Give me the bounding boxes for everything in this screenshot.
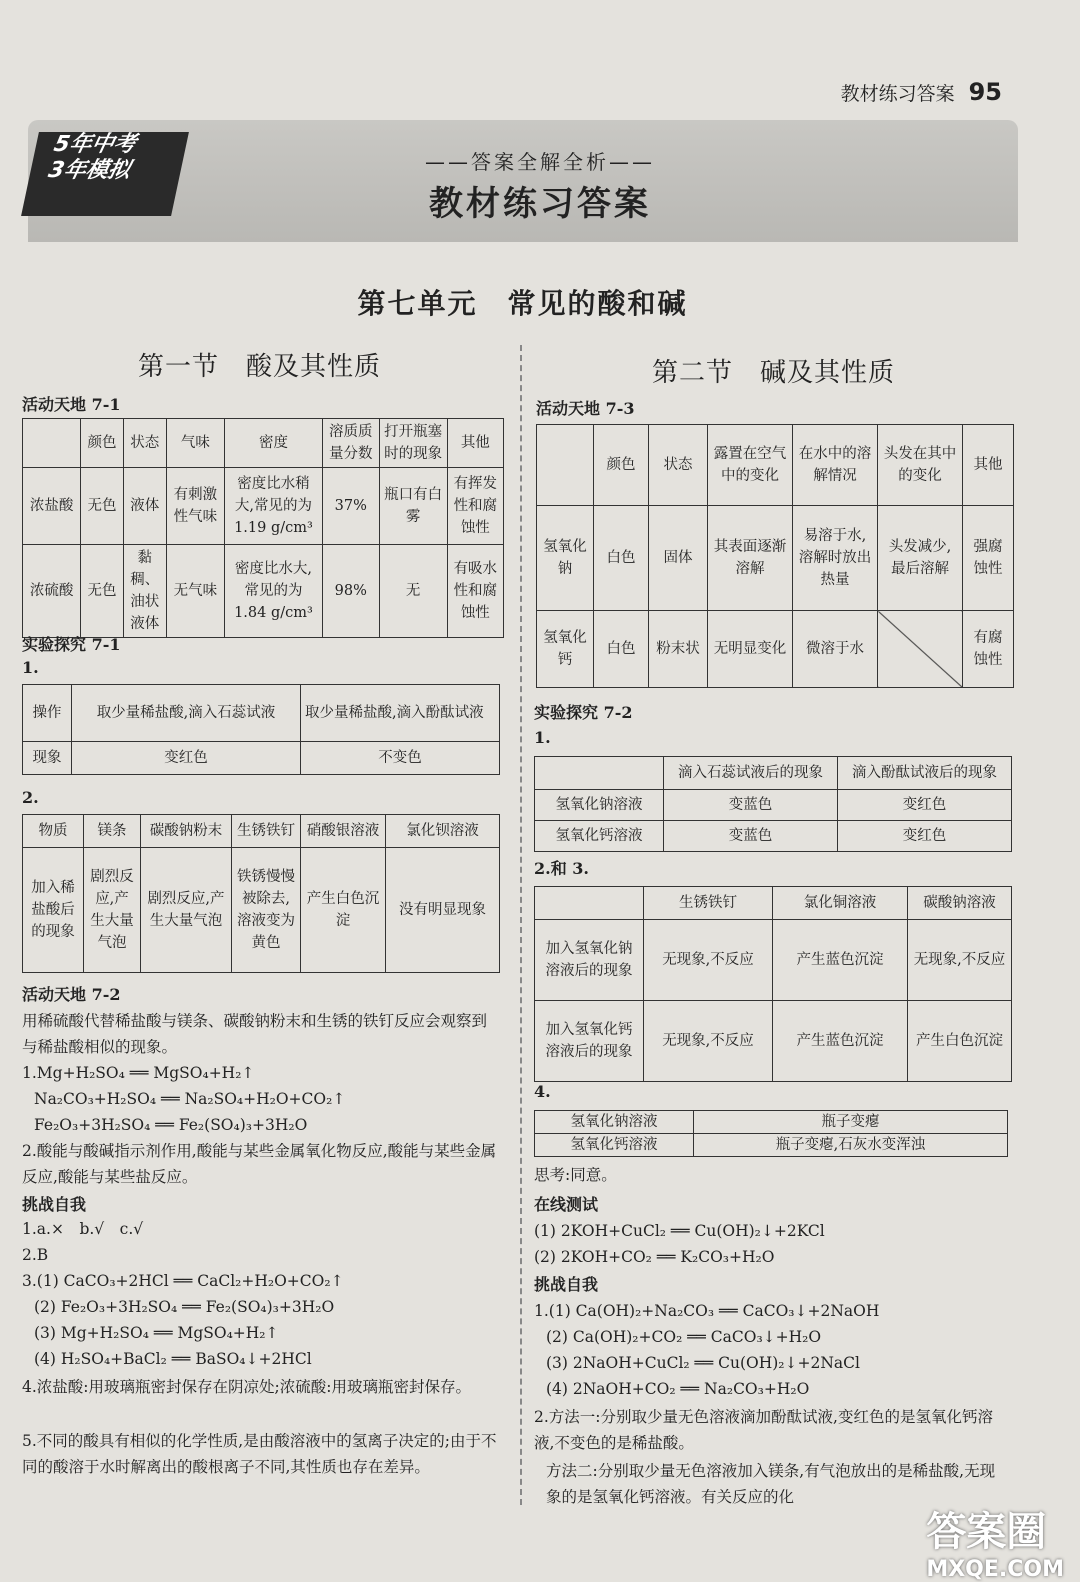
- table-cell: 固体: [649, 506, 708, 611]
- logo-line-2: 3年模拟: [46, 158, 133, 183]
- question-number: 4.: [534, 1082, 551, 1101]
- activity-7-2-intro: 用稀硫酸代替稀盐酸与镁条、碳酸钠粉末和生锈的铁钉反应会观察到与稀盐酸相似的现象。: [22, 1012, 488, 1056]
- table-cell: 变蓝色: [664, 821, 838, 852]
- table-cell: 无明显变化: [708, 611, 793, 688]
- answer-line: (4) H₂SO₄+BaCl₂ ══ BaSO₄↓+2HCl: [34, 1350, 312, 1368]
- table-cell: 氯化铜溶液: [773, 887, 908, 920]
- table-cell: 加入稀盐酸后的现象: [23, 848, 84, 973]
- answer-line: 2.B: [22, 1246, 49, 1264]
- table-cell: 98%: [322, 545, 379, 638]
- table-row: [23, 468, 504, 545]
- equation-line: Fe₂O₃+3H₂SO₄ ══ Fe₂(SO₄)₃+3H₂O: [34, 1116, 308, 1134]
- answer-line: 4.浓盐酸:用玻璃瓶密封保存在阴凉处;浓硫酸:用玻璃瓶密封保存。: [22, 1378, 471, 1396]
- table-cell: 镁条: [84, 815, 141, 848]
- question-number: 1.: [22, 658, 39, 677]
- table-cell: 无现象,不反应: [644, 920, 773, 1001]
- table-cell: 粉末状: [649, 611, 708, 688]
- table-cell: 浓盐酸: [23, 468, 81, 545]
- table-cell: 密度: [224, 419, 322, 468]
- table-cell: 无现象,不反应: [644, 1001, 773, 1082]
- answer-line: 方法二:分别取少量无色溶液加入镁条,有气泡放出的是稀盐酸,无现象的是氢氧化钙溶液。有关反应的化: [546, 1462, 996, 1506]
- table-cell: 氢氧化钙溶液: [535, 821, 664, 852]
- table-cell: 氢氧化钙溶液: [535, 1134, 694, 1157]
- running-head: [841, 78, 1002, 106]
- table-cell: 在水中的溶解情况: [793, 425, 878, 506]
- table-cell: 溶质质量分数: [322, 419, 379, 468]
- table-cell: 有吸水性和腐蚀性: [447, 545, 503, 638]
- equation-line: (1) 2KOH+CuCl₂ ══ Cu(OH)₂↓+2KCl: [534, 1222, 825, 1240]
- table-cell: 剧烈反应,产生大量气泡: [141, 848, 232, 973]
- table-cell: 滴入酚酞试液后的现象: [838, 757, 1012, 790]
- answer-line: (2) Fe₂O₃+3H₂SO₄ ══ Fe₂(SO₄)₃+3H₂O: [34, 1298, 335, 1316]
- base-properties-table: [536, 424, 1014, 688]
- table-row: [537, 506, 1014, 611]
- table-row: [535, 1111, 1008, 1134]
- table-row: [535, 821, 1012, 852]
- banner-subtitle: ——答案全解全析——: [425, 150, 655, 174]
- table-row: [535, 1001, 1012, 1082]
- table-row: [23, 848, 500, 973]
- table-cell: 无: [379, 545, 447, 638]
- table-cell: 变红色: [72, 742, 301, 775]
- activity-7-3-label: 活动天地 7-3: [536, 399, 635, 418]
- table-cell: 氢氧化钙: [537, 611, 594, 688]
- table-cell: 无色: [81, 468, 124, 545]
- indicator-acid-table: [22, 684, 500, 775]
- table-cell: 变红色: [838, 821, 1012, 852]
- table-cell: 氢氧化钠溶液: [535, 790, 664, 821]
- table-header-row: [23, 419, 504, 468]
- table-cell: 头发减少,最后溶解: [878, 506, 963, 611]
- table-cell: 碳酸钠粉末: [141, 815, 232, 848]
- co2-reaction-table: [534, 1110, 1008, 1157]
- activity-7-1-label: 活动天地 7-1: [22, 395, 121, 414]
- table-cell: 状态: [649, 425, 708, 506]
- table-header-row: [23, 815, 500, 848]
- table-cell: [23, 419, 81, 468]
- answer-line: 5.不同的酸具有相似的化学性质,是由酸溶液中的氢离子决定的;由于不同的酸溶于水时解离出的酸根离子不同,其性质也存在差异。: [22, 1432, 497, 1476]
- table-cell: 不变色: [301, 742, 500, 775]
- table-cell: 操作: [23, 685, 72, 742]
- column-divider: [520, 345, 522, 1505]
- table-cell: 瓶子变瘪,石灰水变浑浊: [694, 1134, 1008, 1157]
- table-cell: [535, 887, 644, 920]
- answer-line: (3) Mg+H₂SO₄ ══ MgSO₄+H₂↑: [34, 1324, 279, 1342]
- table-cell: 剧烈反应,产生大量气泡: [84, 848, 141, 973]
- table-cell: 取少量稀盐酸,滴入石蕊试液: [72, 685, 301, 742]
- activity-7-2-answer-2: 2.酸能与酸碱指示剂作用,酸能与某些金属氧化物反应,酸能与某些金属反应,酸能与某些盐反应。: [22, 1142, 497, 1186]
- section-title-base: 第二节 碱及其性质: [652, 358, 896, 388]
- table-row: [537, 611, 1014, 688]
- table-cell: 微溶于水: [793, 611, 878, 688]
- equation-line: (2) 2KOH+CO₂ ══ K₂CO₃+H₂O: [534, 1248, 775, 1266]
- table-cell: [537, 425, 594, 506]
- table-cell: 瓶子变瘪: [694, 1111, 1008, 1134]
- answer-line: 3.(1) CaCO₃+2HCl ══ CaCl₂+H₂O+CO₂↑: [22, 1272, 344, 1290]
- table-cell: 液体: [123, 468, 166, 545]
- table-cell: 铁锈慢慢被除去,溶液变为黄色: [232, 848, 301, 973]
- table-cell: 37%: [322, 468, 379, 545]
- table-cell: 其他: [447, 419, 503, 468]
- table-cell: 头发在其中的变化: [878, 425, 963, 506]
- table-cell: 现象: [23, 742, 72, 775]
- table-header-row: [535, 757, 1012, 790]
- table-cell: 氯化钡溶液: [386, 815, 500, 848]
- activity-7-2-label: 活动天地 7-2: [22, 985, 121, 1004]
- table-cell: 生锈铁钉: [232, 815, 301, 848]
- table-cell: 加入氢氧化钠溶液后的现象: [535, 920, 644, 1001]
- answer-line: 1.a.× b.√ c.√: [22, 1220, 144, 1238]
- table-header-row: [535, 887, 1012, 920]
- answer-line: (3) 2NaOH+CuCl₂ ══ Cu(OH)₂↓+2NaCl: [546, 1354, 860, 1372]
- challenge-label: 挑战自我: [22, 1195, 87, 1214]
- table-cell: 产生蓝色沉淀: [773, 920, 908, 1001]
- table-row: [23, 742, 500, 775]
- table-cell: 浓硫酸: [23, 545, 81, 638]
- table-cell: 其表面逐渐溶解: [708, 506, 793, 611]
- table-cell: 白色: [594, 611, 649, 688]
- table-cell: 产生白色沉淀: [908, 1001, 1012, 1082]
- equation-line: Na₂CO₃+H₂SO₄ ══ Na₂SO₄+H₂O+CO₂↑: [34, 1090, 346, 1108]
- table-cell: 滴入石蕊试液后的现象: [664, 757, 838, 790]
- table-cell: 氢氧化钠: [537, 506, 594, 611]
- table-cell: 取少量稀盐酸,滴入酚酞试液: [301, 685, 500, 742]
- table-row: [23, 545, 504, 638]
- table-cell: 无气味: [166, 545, 224, 638]
- table-cell: 没有明显现象: [386, 848, 500, 973]
- table-cell: 物质: [23, 815, 84, 848]
- table-cell: 变红色: [838, 790, 1012, 821]
- table-cell: 变蓝色: [664, 790, 838, 821]
- table-cell: 气味: [166, 419, 224, 468]
- think-answer: 思考:同意。: [534, 1166, 617, 1184]
- table-cell: 无现象,不反应: [908, 920, 1012, 1001]
- table-row: [23, 685, 500, 742]
- watermark-line-2: MXQE.COM: [926, 1557, 1064, 1582]
- table-row: [535, 920, 1012, 1001]
- table-cell: 有刺激性气味: [166, 468, 224, 545]
- experiment-7-2-label: 实验探究 7-2: [534, 703, 633, 722]
- table-cell: 产生白色沉淀: [301, 848, 386, 973]
- table-cell: 白色: [594, 506, 649, 611]
- experiment-7-1-label: 实验探究 7-1: [22, 635, 121, 654]
- table-cell: 生锈铁钉: [644, 887, 773, 920]
- watermark-logo: [926, 1500, 1064, 1582]
- table-cell: 打开瓶塞时的现象: [379, 419, 447, 468]
- table-cell: 硝酸银溶液: [301, 815, 386, 848]
- acid-properties-table: [22, 418, 504, 638]
- table-cell: 易溶于水,溶解时放出热量: [793, 506, 878, 611]
- indicator-base-table: [534, 756, 1012, 852]
- table-cell: 有腐蚀性: [963, 611, 1014, 688]
- acid-reaction-table: [22, 814, 500, 973]
- table-cell: [535, 757, 664, 790]
- table-cell: 强腐蚀性: [963, 506, 1014, 611]
- table-row: [535, 1134, 1008, 1157]
- answer-line: 1.(1) Ca(OH)₂+Na₂CO₃ ══ CaCO₃↓+2NaOH: [534, 1302, 880, 1320]
- table-cell: 其他: [963, 425, 1014, 506]
- unit-title: 第七单元 常见的酸和碱: [357, 287, 688, 320]
- logo-line-1: 5年中考: [51, 132, 139, 157]
- table-cell: 颜色: [81, 419, 124, 468]
- table-cell: 黏稠、油状液体: [123, 545, 166, 638]
- table-cell: 状态: [123, 419, 166, 468]
- table-cell: 颜色: [594, 425, 649, 506]
- answer-line: 2.方法一:分别取少量无色溶液滴加酚酞试液,变红色的是氢氧化钙溶液,不变色的是稀盐酸。: [534, 1408, 993, 1452]
- answer-line: (2) Ca(OH)₂+CO₂ ══ CaCO₃↓+H₂O: [546, 1328, 822, 1346]
- challenge-label: 挑战自我: [534, 1275, 599, 1294]
- table-cell: 瓶口有白雾: [379, 468, 447, 545]
- table-cell: 无色: [81, 545, 124, 638]
- question-number: 2.: [22, 788, 39, 807]
- equation-line: 1.Mg+H₂SO₄ ══ MgSO₄+H₂↑: [22, 1064, 255, 1082]
- table-cell: 碳酸钠溶液: [908, 887, 1012, 920]
- section-title-acid: 第一节 酸及其性质: [138, 352, 382, 382]
- table-cell: 有挥发性和腐蚀性: [447, 468, 503, 545]
- running-head-title: 教材练习答案: [840, 83, 955, 105]
- diagonal-empty-cell: [878, 611, 963, 688]
- question-number: 2.和 3.: [534, 859, 589, 878]
- table-cell: 露置在空气中的变化: [708, 425, 793, 506]
- table-header-row: [537, 425, 1014, 506]
- table-cell: 氢氧化钠溶液: [535, 1111, 694, 1134]
- table-cell: 加入氢氧化钙溶液后的现象: [535, 1001, 644, 1082]
- online-test-label: 在线测试: [534, 1195, 599, 1214]
- banner-title: 教材练习答案: [429, 184, 651, 224]
- table-cell: 密度比水稍大,常见的为1.19 g/cm³: [224, 468, 322, 545]
- answer-line: (4) 2NaOH+CO₂ ══ Na₂CO₃+H₂O: [546, 1380, 810, 1398]
- table-cell: 产生蓝色沉淀: [773, 1001, 908, 1082]
- watermark-line-1: 答案圈: [926, 1509, 1047, 1555]
- table-cell: 密度比水大,常见的为1.84 g/cm³: [224, 545, 322, 638]
- table-row: [535, 790, 1012, 821]
- base-reaction-table: [534, 886, 1012, 1082]
- page-number: 95: [968, 78, 1002, 106]
- question-number: 1.: [534, 728, 551, 747]
